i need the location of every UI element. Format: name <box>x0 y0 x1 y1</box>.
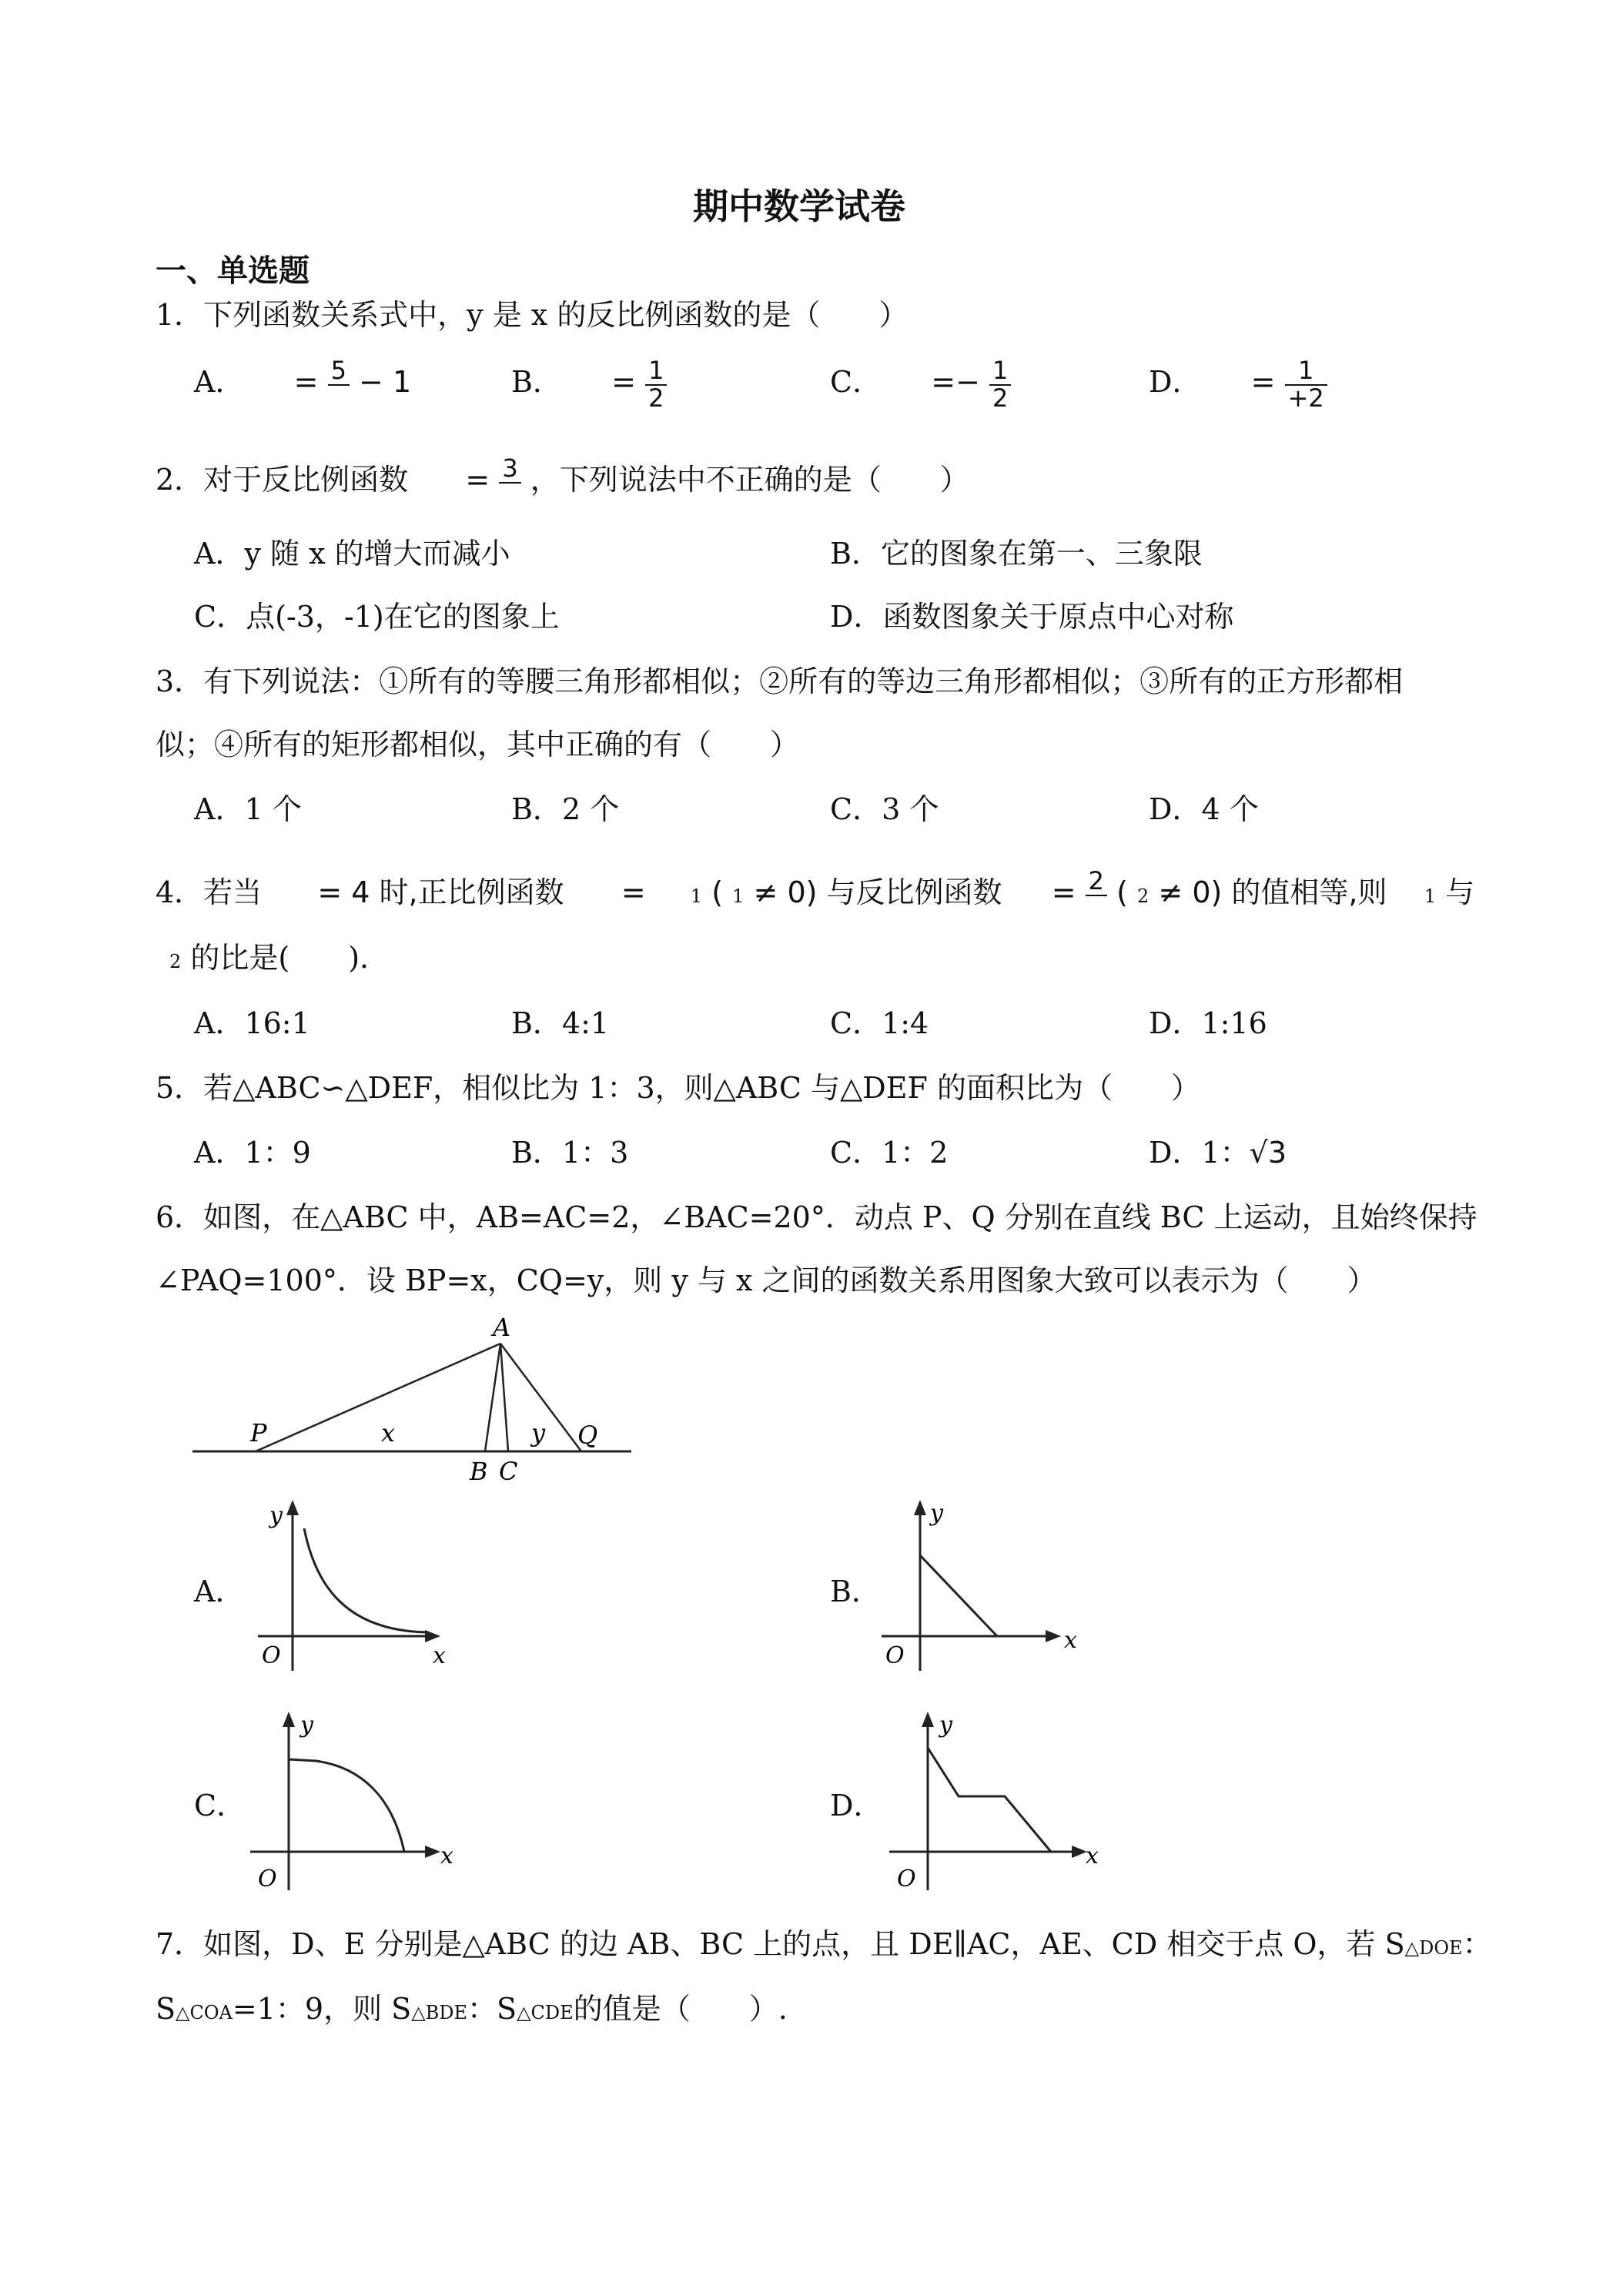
q5-d-sqrt: √3 <box>1249 1136 1287 1170</box>
label-p: P <box>250 1418 267 1448</box>
q4-part7: ( <box>1116 875 1128 910</box>
q6-option-a-graph[interactable] <box>246 1494 462 1678</box>
line-graph <box>920 1555 997 1636</box>
q1-c-frac: $\frac{1}{2}$ <box>989 358 1011 411</box>
q2-stem <box>156 456 969 509</box>
x-arrow-icon <box>1046 1630 1061 1642</box>
q4-sub4: 1 <box>1424 885 1436 908</box>
q1-stem: 1．下列函数关系式中，y 是 x 的反比例函数的是（ ） <box>156 298 909 332</box>
q5-option-a[interactable]: A．1：9 <box>194 1136 311 1170</box>
q1-a-label: A． <box>194 365 245 400</box>
q1-a-eq: = <box>293 365 319 400</box>
q6-option-b-graph[interactable] <box>870 1494 1101 1678</box>
q2-option-b[interactable]: B．它的图象在第一、三象限 <box>830 537 1203 571</box>
q6-option-d-graph[interactable] <box>878 1705 1109 1898</box>
q7-line1-tail: ： <box>1462 1927 1492 1961</box>
q7-line1-sub: △DOE <box>1404 1937 1463 1959</box>
segment-pa <box>256 1344 500 1451</box>
q7-line2-s: S <box>156 1992 176 2026</box>
q6-option-b-label[interactable]: B． <box>830 1575 881 1608</box>
q1-option-c[interactable] <box>830 358 1011 411</box>
q4-part3: = <box>621 875 646 910</box>
q4-part9: 与 <box>1445 875 1475 910</box>
q1-a-frac: 5 <box>328 358 350 411</box>
q7-line2-mid2: ：S <box>467 1992 517 2026</box>
q6-triangle-figure <box>185 1309 647 1494</box>
axis-y-label: y <box>939 1712 952 1739</box>
q4-part1: 4．若当 <box>156 875 263 910</box>
q7-stem-line1 <box>156 1927 1492 1961</box>
q4-sub2: 1 <box>732 885 745 908</box>
q1-c-label: C． <box>830 365 882 400</box>
q4-part2: = 4 时,正比例函数 <box>317 875 564 910</box>
q3-option-b[interactable]: B．2 个 <box>511 792 620 826</box>
label-y: y <box>531 1418 546 1448</box>
q1-b-label: B． <box>511 365 562 400</box>
label-b: B <box>470 1457 488 1486</box>
q1-c-eq: =− <box>931 365 980 400</box>
label-x: x <box>381 1418 396 1448</box>
q6-option-c-label[interactable]: C． <box>194 1789 246 1822</box>
q4-sub5: 2 <box>169 951 182 972</box>
axis-y-label: y <box>269 1502 283 1529</box>
q5-option-d[interactable] <box>1149 1136 1287 1170</box>
y-arrow-icon <box>286 1500 299 1515</box>
q6-option-d-label[interactable]: D． <box>830 1789 883 1822</box>
label-a: A <box>493 1313 511 1342</box>
origin-label: O <box>262 1642 281 1669</box>
axis-x-label: x <box>440 1842 453 1869</box>
q4-option-b[interactable]: B．4:1 <box>511 1006 610 1040</box>
q1-a-tail: − 1 <box>359 365 412 400</box>
q3-option-a[interactable]: A．1 个 <box>194 792 302 826</box>
x-arrow-icon <box>1072 1846 1087 1858</box>
q6-stem-line1: 6．如图，在△ABC 中，AB=AC=2，∠BAC=20°．动点 P、Q 分别在直线 BC 上运动，且始终保持 <box>156 1200 1477 1234</box>
axis-x-label: x <box>1086 1842 1099 1869</box>
label-q: Q <box>577 1421 598 1450</box>
q1-d-label: D． <box>1149 365 1202 400</box>
axis-y-label: y <box>930 1500 943 1527</box>
q5-option-b[interactable]: B．1：3 <box>511 1136 629 1170</box>
q2-option-c[interactable]: C．点(-3，-1)在它的图象上 <box>194 600 560 634</box>
q7-line2-tail: 的值是（ ）. <box>573 1992 788 2026</box>
q4-option-a[interactable]: A．16:1 <box>194 1006 310 1040</box>
q4-option-c[interactable]: C．1:4 <box>830 1006 929 1040</box>
origin-label: O <box>897 1866 916 1893</box>
q2-option-d[interactable]: D．函数图象关于原点中心对称 <box>830 600 1234 634</box>
q1-d-frac: $\frac{1}{+2}$ <box>1285 358 1327 411</box>
q5-option-c[interactable]: C．1：2 <box>830 1136 949 1170</box>
q4-frac: 2 <box>1086 869 1107 922</box>
q4-stem-line2 <box>169 941 370 975</box>
q5-stem: 5．若△ABC∽△DEF，相似比为 1：3，则△ABC 与△DEF 的面积比为（ ） <box>156 1071 1200 1105</box>
q6-option-a-label[interactable]: A． <box>194 1575 245 1608</box>
q4-part5: ≠ 0) 与反比例函数 <box>753 875 1002 910</box>
q7-line2-mid1: =1：9，则 S <box>232 1992 412 2026</box>
curve <box>289 1759 404 1852</box>
q1-b-frac: $\frac{1}{2}$ <box>645 358 667 411</box>
y-arrow-icon <box>283 1712 295 1727</box>
q7-line2-sub2: △BDE <box>411 2002 468 2023</box>
segment-ac <box>500 1344 508 1451</box>
q5-d-label: D．1： <box>1149 1136 1250 1170</box>
q4-sub1: 1 <box>690 885 703 908</box>
q2-stem-a: 2．对于反比例函数 <box>156 463 409 497</box>
q2-frac: 3 <box>499 456 520 509</box>
q4-stem-line1 <box>156 866 1475 922</box>
q4-option-d[interactable]: D．1:16 <box>1149 1006 1267 1040</box>
q3-stem-line1: 3．有下列说法：①所有的等腰三角形都相似；②所有的等边三角形都相似；③所有的正方形都相 <box>156 664 1404 698</box>
axis-y-label: y <box>300 1712 313 1739</box>
q1-option-b[interactable] <box>511 358 667 411</box>
y-arrow-icon <box>922 1712 934 1727</box>
q1-d-eq: = <box>1250 365 1276 400</box>
axis-x-label: x <box>433 1642 446 1669</box>
q2-option-a[interactable]: A．y 随 x 的增大而减小 <box>194 537 510 571</box>
curve <box>304 1528 427 1632</box>
q1-option-a[interactable] <box>194 358 411 411</box>
origin-label: O <box>258 1866 277 1893</box>
label-c: C <box>499 1457 518 1486</box>
polyline-graph <box>928 1748 1051 1852</box>
q1-b-eq: = <box>611 365 636 400</box>
q3-option-d[interactable]: D．4 个 <box>1149 792 1259 826</box>
axis-x-label: x <box>1064 1627 1077 1654</box>
q1-option-d[interactable] <box>1149 358 1327 411</box>
q4-part8: ≠ 0) 的值相等,则 <box>1158 875 1387 910</box>
q2-stem-b: ，下列说法中不正确的是（ ） <box>530 463 969 497</box>
x-arrow-icon <box>425 1846 440 1858</box>
q7-stem-line2 <box>156 1992 788 2026</box>
q6-option-c-graph[interactable] <box>239 1705 462 1898</box>
q4-part10: 的比是( ). <box>190 941 370 975</box>
q3-option-c[interactable]: C．3 个 <box>830 792 939 826</box>
q4-part4: ( <box>711 875 724 910</box>
q4-part6: = <box>1051 875 1076 910</box>
q6-stem-line2: ∠PAQ=100°．设 BP=x，CQ=y，则 y 与 x 之间的函数关系用图象大致可以表示为（ ） <box>156 1263 1377 1297</box>
q3-stem-line2: 似；④所有的矩形都相似，其中正确的有（ ） <box>156 728 800 761</box>
q7-line2-sub1: △COA <box>176 2002 233 2023</box>
segment-ab <box>485 1344 500 1451</box>
q7-line1-text: 7．如图，D、E 分别是△ABC 的边 AB、BC 上的点，且 DE∥AC，AE、CD 相交于点 O，若 S <box>156 1927 1405 1961</box>
q7-line2-sub3: △CDE <box>517 2002 574 2023</box>
y-arrow-icon <box>914 1500 926 1515</box>
section-heading: 一、单选题 <box>156 253 310 289</box>
q2-eq: = <box>465 463 490 497</box>
page-title: 期中数学试卷 <box>693 186 905 227</box>
origin-label: O <box>885 1642 905 1669</box>
q4-sub3: 2 <box>1137 885 1149 908</box>
